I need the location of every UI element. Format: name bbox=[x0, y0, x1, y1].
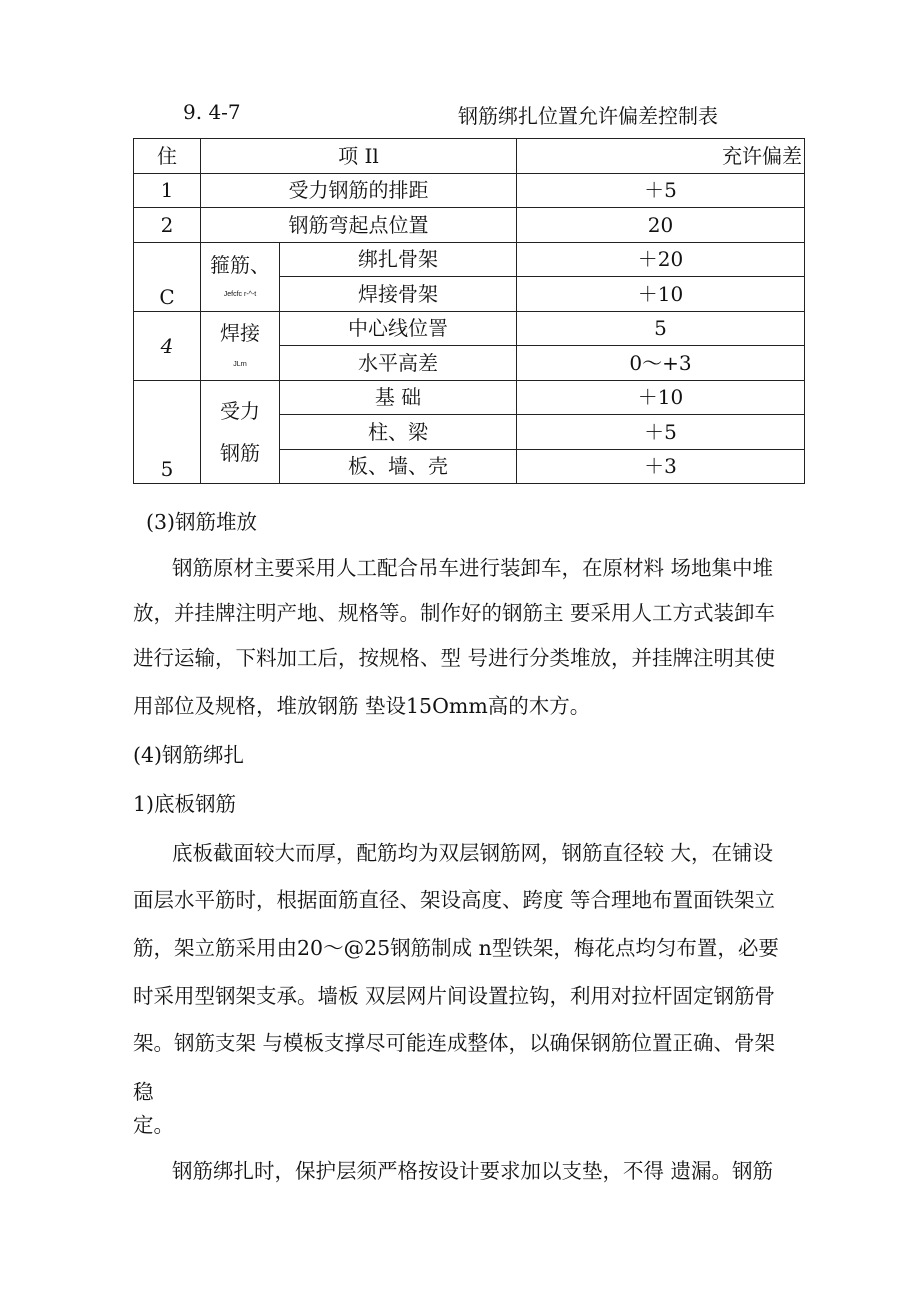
row-item: 板、墙、壳 bbox=[280, 449, 517, 484]
paragraph-line: 钢筋绑扎时，保护层须严格按设计要求加以支垫，不得 遗漏。钢筋 bbox=[172, 1159, 774, 1183]
row-deviation: ＋5 bbox=[517, 415, 805, 450]
paragraph-line: 时采用型钢架支承。墙板 双层网片间设置拉钩，利用对拉杆固定钢筋骨 bbox=[133, 984, 776, 1008]
header-deviation: 充许偏差 bbox=[517, 139, 805, 174]
row-deviation: ＋5 bbox=[517, 173, 805, 208]
table-header-row bbox=[134, 139, 805, 174]
row-category bbox=[201, 380, 280, 484]
category-label: 焊接 bbox=[220, 321, 260, 346]
table-row bbox=[134, 173, 805, 208]
row-deviation: 0～+3 bbox=[517, 346, 805, 381]
table-row bbox=[134, 208, 805, 243]
table-number: 9. 4-7 bbox=[183, 100, 241, 124]
paragraph-line: 定。 bbox=[133, 1113, 174, 1137]
row-no: 5 bbox=[134, 380, 201, 484]
paragraph-line: 稳 bbox=[133, 1080, 154, 1104]
table-title: 钢筋绑扎位置允许偏差控制表 bbox=[458, 104, 718, 128]
table-row bbox=[134, 380, 805, 415]
header-no: 住 bbox=[134, 139, 201, 174]
category-label: 受力 bbox=[220, 398, 260, 423]
row-no: C bbox=[134, 242, 201, 311]
table-row bbox=[134, 242, 805, 277]
row-deviation: ＋10 bbox=[517, 380, 805, 415]
section-heading: (4)钢筋绑扎 bbox=[133, 743, 245, 767]
paragraph-line: 放，并挂牌注明产地、规格等。制作好的钢筋主 要采用人工方式装卸车 bbox=[133, 601, 776, 625]
row-deviation: ＋20 bbox=[517, 242, 805, 277]
category-label: 箍筋、 bbox=[210, 253, 270, 278]
row-item: 水平高差 bbox=[280, 346, 517, 381]
paragraph-line: 用部位及规格，堆放钢筋 垫设15Omm高的木方。 bbox=[133, 694, 591, 718]
row-no: 1 bbox=[134, 173, 201, 208]
paragraph-line: 进行运输，下料加工后，按规格、型 号进行分类堆放，并挂牌注明其使 bbox=[133, 646, 776, 670]
paragraph-line: 架。钢筋支架 与模板支撑尽可能连成整体，以确保钢筋位置正确、骨架 bbox=[133, 1031, 776, 1055]
category-label: 钢筋 bbox=[220, 440, 260, 465]
category-small-label: Jefcfc r-^-t bbox=[223, 291, 257, 299]
tolerance-table bbox=[133, 138, 805, 484]
category-small-label: JLrn bbox=[233, 361, 247, 369]
row-item: 中心线位詈 bbox=[280, 311, 517, 346]
header-item: 项 Il bbox=[201, 139, 517, 174]
table-row bbox=[134, 311, 805, 346]
paragraph-line: 钢筋原材主要采用人工配合吊车进行装卸车，在原材料 场地集中堆 bbox=[172, 556, 774, 580]
row-no: 2 bbox=[134, 208, 201, 243]
row-category bbox=[201, 242, 280, 311]
paragraph-line: 底板截面较大而厚，配筋均为双层钢筋网，钢筋直径较 大，在铺设 bbox=[172, 841, 774, 865]
paragraph-line: 面层水平筋时，根据面筋直径、架设高度、跨度 等合理地布置面铁架立 bbox=[133, 888, 776, 912]
sub-heading: 1)底板钢筋 bbox=[133, 792, 237, 816]
paragraph-line: 筋，架立筋采用由20～@25钢筋制成 n型铁架，梅花点均匀布置，必要 bbox=[133, 936, 779, 960]
row-deviation: ＋10 bbox=[517, 277, 805, 312]
row-item: 受力钢筋的排距 bbox=[201, 173, 517, 208]
row-item: 柱、梁 bbox=[280, 415, 517, 450]
row-deviation: 20 bbox=[517, 208, 805, 243]
row-item: 焊接骨架 bbox=[280, 277, 517, 312]
row-deviation: ＋3 bbox=[517, 449, 805, 484]
row-deviation: 5 bbox=[517, 311, 805, 346]
row-no: 4 bbox=[134, 311, 201, 380]
row-item: 基 础 bbox=[280, 380, 517, 415]
row-item: 钢筋弯起点位置 bbox=[201, 208, 517, 243]
section-heading: (3)钢筋堆放 bbox=[146, 510, 258, 534]
row-item: 绑扎骨架 bbox=[280, 242, 517, 277]
row-category bbox=[201, 311, 280, 380]
